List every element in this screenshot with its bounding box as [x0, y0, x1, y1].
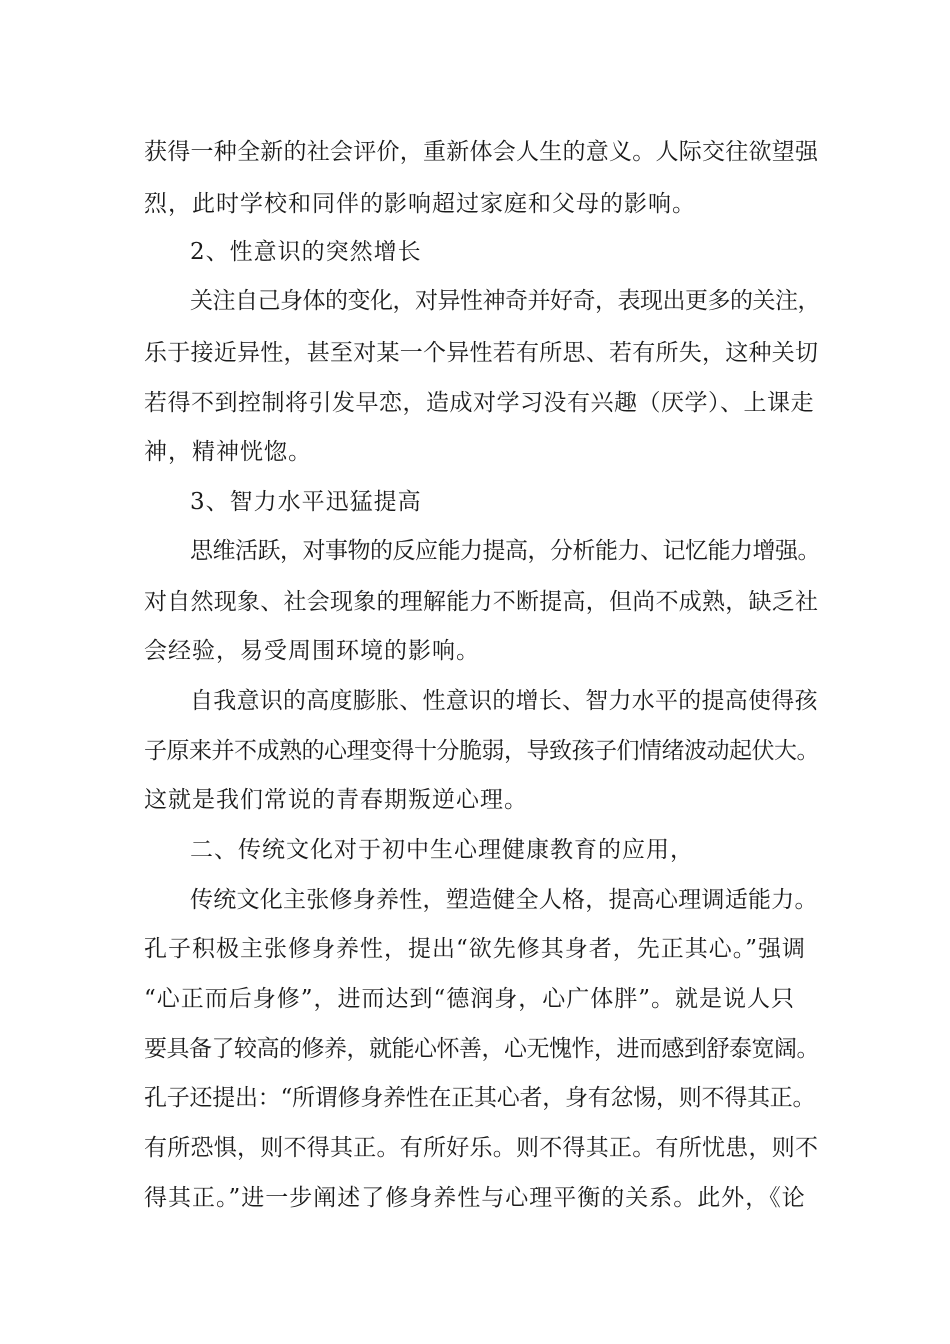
text-line-16: 传统文化主张修身养性，塑造健全人格，提高心理调适能力。	[190, 887, 818, 913]
section-heading-ii: 二、传统文化对于初中生心理健康教育的应用，	[190, 837, 694, 863]
text-line-17: 孔子积极主张修身养性，提出“欲先修其身者，先正其心。”强调	[144, 936, 807, 962]
section-heading-2: 2、性意识的突然增长	[190, 239, 422, 265]
text-line-2: 烈，此时学校和同伴的影响超过家庭和父母的影响。	[144, 191, 696, 217]
text-line-6: 若得不到控制将引发早恋，造成对学习没有兴趣（厌学）、上课走	[144, 390, 814, 416]
text-line-5: 乐于接近异性，甚至对某一个异性若有所思、若有所失，这种关切	[144, 340, 819, 366]
text-line-13: 子原来并不成熟的心理变得十分脆弱，导致孩子们情绪波动起伏大。	[144, 738, 819, 764]
section-heading-3: 3、智力水平迅猛提高	[190, 489, 422, 515]
text-line-20: 孔子还提出：“所谓修身养性在正其心者，身有忿惕，则不得其正。	[144, 1085, 816, 1111]
text-line-9: 思维活跃，对事物的反应能力提高，分析能力、记忆能力增强。	[190, 538, 820, 564]
text-line-7: 神，精神恍惚。	[144, 439, 312, 465]
text-line-10: 对自然现象、社会现象的理解能力不断提高，但尚不成熟，缺乏社	[144, 589, 819, 615]
text-line-4: 关注自己身体的变化，对异性神奇并好奇，表现出更多的关注，	[190, 288, 820, 314]
text-line-11: 会经验，易受周围环境的影响。	[144, 638, 480, 664]
text-line-1: 获得一种全新的社会评价，重新体会人生的意义。人际交往欲望强	[144, 139, 819, 165]
text-line-21: 有所恐惧，则不得其正。有所好乐。则不得其正。有所忧患，则不	[144, 1135, 819, 1161]
text-line-14: 这就是我们常说的青春期叛逆心理。	[144, 787, 528, 813]
text-line-19: 要具备了较高的修养，就能心怀善，心无愧怍，进而感到舒泰宽阔。	[144, 1036, 819, 1062]
text-line-12: 自我意识的高度膨胀、性意识的增长、智力水平的提高使得孩	[190, 688, 818, 714]
text-line-22: 得其正。”进一步阐述了修身养性与心理平衡的关系。此外，《论	[144, 1185, 806, 1211]
text-line-18: “心正而后身修”，进而达到“德润身，心广体胖”。就是说人只	[144, 986, 796, 1012]
